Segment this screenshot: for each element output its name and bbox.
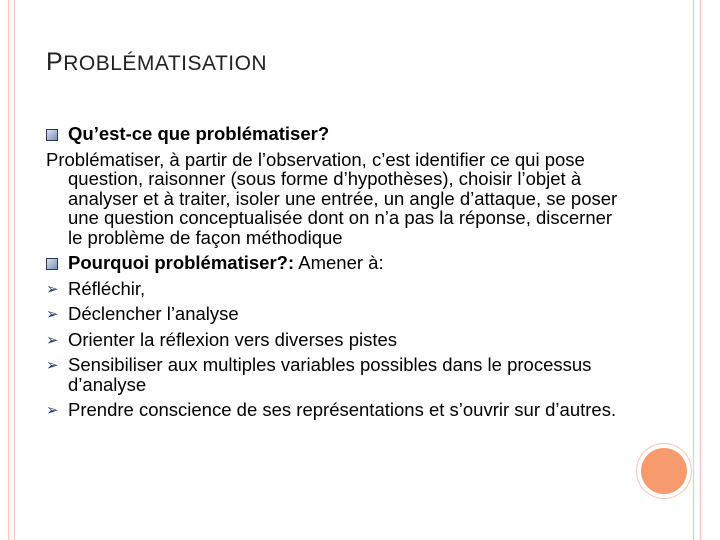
question-1-answer-text: Problématiser, à partir de l’observation, c’est identifier ce qui pose question, raisonner (sous forme d’hypothèses), choisir l’objet à analyser et à traiter, isoler une entrée, un angle d’attaque, se poser une question conceptualisée dont on n’a pas la réponse, discerner le problème de façon méthodique xyxy=(46,148,618,248)
slide-title xyxy=(46,48,267,77)
question-2-label: Pourquoi problématiser?: xyxy=(68,252,295,273)
bullet-question-1 xyxy=(46,124,626,144)
arrow-item xyxy=(46,279,626,299)
bullet-question-2 xyxy=(46,253,626,273)
slide-title-initial: P xyxy=(46,48,64,76)
arrow-bullet-icon: ➢ xyxy=(46,402,59,419)
arrow-bullet-icon: ➢ xyxy=(46,331,59,349)
arrow-bullet-icon: ➢ xyxy=(46,306,59,323)
arrow-item-text: Réfléchir, xyxy=(68,277,146,299)
arrow-item-text: Orienter la réflexion vers diverses pistes xyxy=(68,328,398,350)
arrow-item-text: Sensibiliser aux multiples variables possibles dans le processus d’analyse xyxy=(68,354,592,395)
question-2-rest: Amener à: xyxy=(294,252,384,273)
slide-title-rest: ROBLÉMATISATION xyxy=(63,52,268,75)
arrow-bullet-icon: ➢ xyxy=(46,357,59,374)
arrow-item xyxy=(46,304,626,324)
frame-line-left-outer xyxy=(8,0,9,540)
arrow-bullet-icon: ➢ xyxy=(46,280,59,298)
slide-content xyxy=(46,124,626,426)
decorative-circle xyxy=(641,448,687,494)
frame-line-right-outer xyxy=(700,0,701,540)
arrow-item-text: Prendre conscience de ses représentations et s’ouvrir sur d’autres. xyxy=(68,399,617,420)
question-1-answer xyxy=(46,150,626,248)
arrow-item-text: Déclencher l’analyse xyxy=(68,303,239,324)
question-1-label: Qu’est-ce que problématiser? xyxy=(68,123,330,144)
arrow-item xyxy=(46,330,626,350)
arrow-item xyxy=(46,355,626,394)
square-bullet-icon xyxy=(46,253,64,276)
frame-line-right-inner xyxy=(693,0,694,540)
arrow-item xyxy=(46,400,626,420)
frame-line-left-inner xyxy=(14,0,15,540)
square-bullet-icon xyxy=(46,124,64,147)
